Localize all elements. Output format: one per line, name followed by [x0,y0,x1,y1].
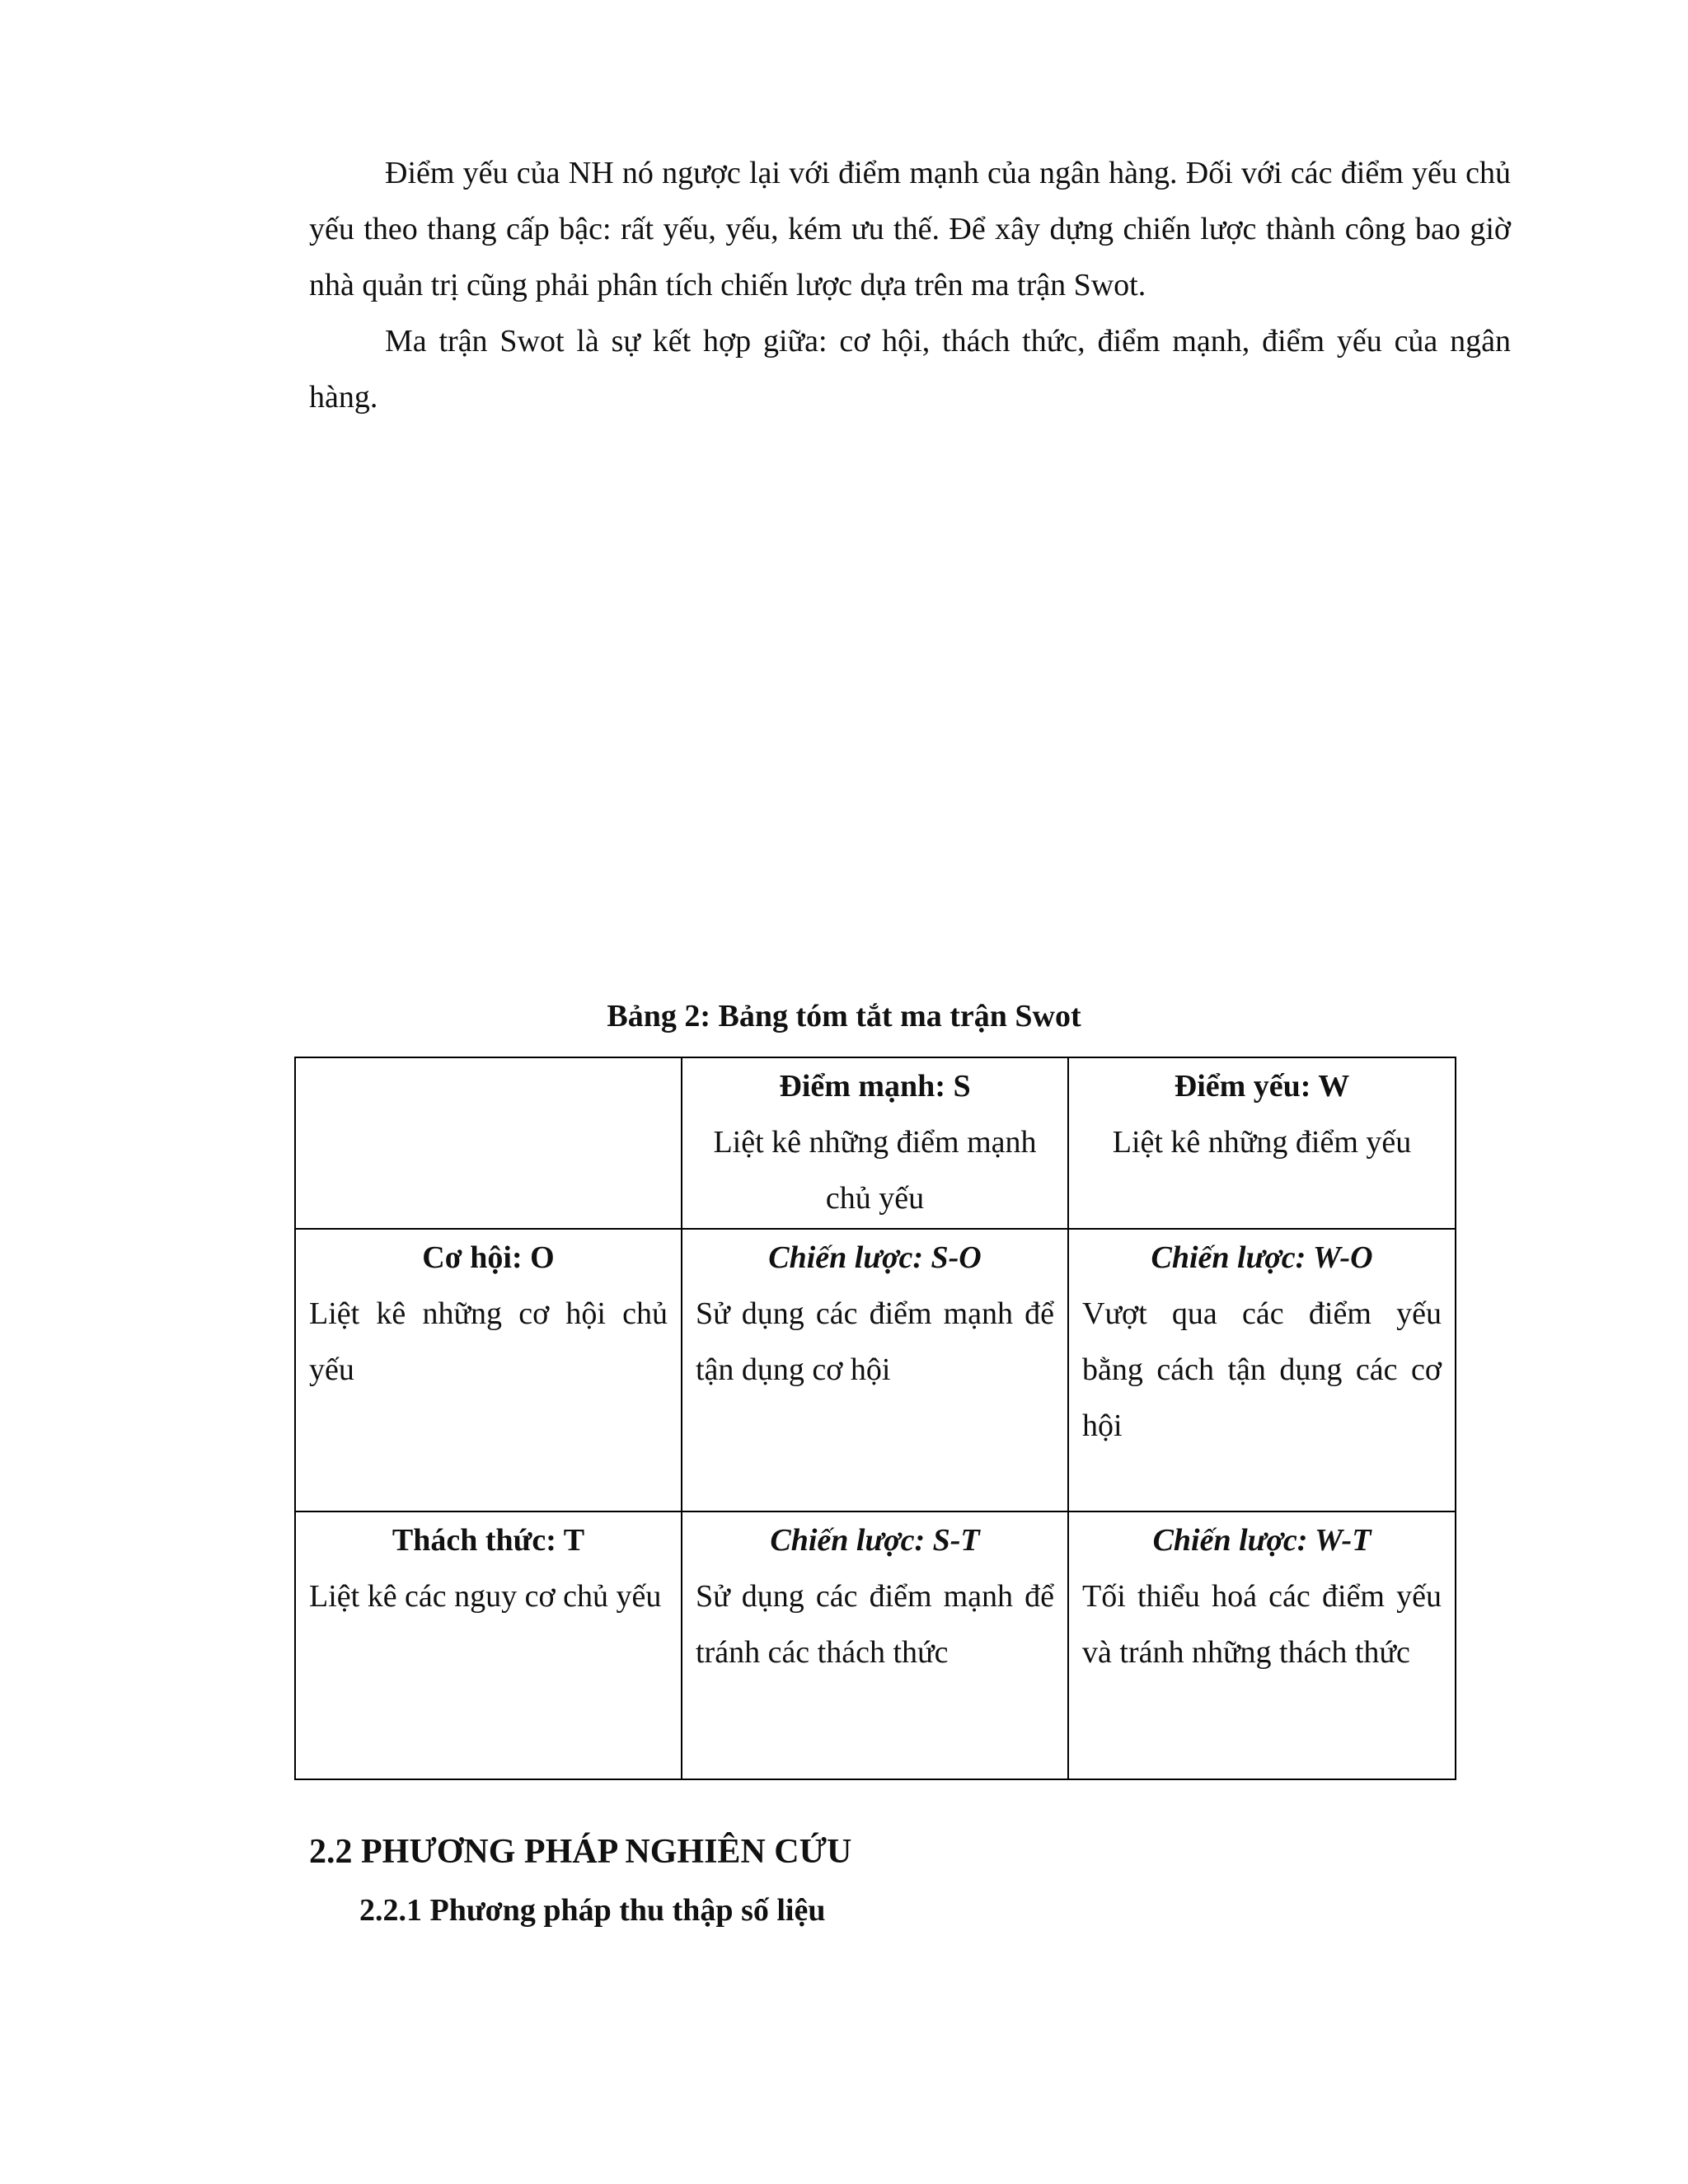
table-row [295,1057,1456,1229]
st-strategy-desc: Sử dụng các điểm mạnh để tránh các thách thức [696,1579,1054,1670]
table-cell-wo-strategy [1068,1229,1456,1511]
table-cell-opportunities [295,1229,682,1511]
table-caption: Bảng 2: Bảng tóm tắt ma trận Swot [607,999,1081,1033]
threats-desc: Liệt kê các nguy cơ chủ yếu [309,1579,662,1614]
opportunities-desc: Liệt kê những cơ hội chủ yếu [309,1296,668,1387]
paragraph-weaknesses: Điểm yếu của NH nó ngược lại với điểm mạnh của ngân hàng. Đối với các điểm yếu chủ yếu theo thang cấp bậc: rất yếu, yếu, kém ưu thế. Để xây dựng chiến lược thành công bao giờ nhà quản trị cũng phải phân tích chiến lược dựa trên ma trận Swot. [309,156,1511,302]
wt-strategy-desc: Tối thiểu hoá các điểm yếu và tránh những thách thức [1082,1579,1442,1670]
swot-table [294,1057,1456,1780]
wo-strategy-desc: Vượt qua các điểm yếu bằng cách tận dụng các cơ hội [1082,1296,1442,1443]
table-cell-so-strategy [682,1229,1068,1511]
table-row [295,1511,1456,1779]
weaknesses-desc: Liệt kê những điểm yếu [1112,1125,1412,1160]
st-strategy-title: Chiến lược: S-T [770,1523,980,1558]
wt-strategy-title: Chiến lược: W-T [1152,1523,1372,1558]
wo-strategy-title: Chiến lược: W-O [1151,1240,1373,1275]
threats-title: Thách thức: T [392,1523,585,1558]
opportunities-title: Cơ hội: O [422,1240,555,1275]
paragraph-swot-definition: Ma trận Swot là sự kết hợp giữa: cơ hội, thách thức, điểm mạnh, điểm yếu của ngân hàng. [309,324,1511,415]
weaknesses-title: Điểm yếu: W [1174,1069,1350,1104]
table-cell-strengths [682,1057,1068,1229]
table-cell-empty [295,1057,682,1229]
table-cell-wt-strategy [1068,1511,1456,1779]
table-row [295,1229,1456,1511]
so-strategy-title: Chiến lược: S-O [768,1240,982,1275]
strengths-title: Điểm mạnh: S [779,1069,971,1104]
table-cell-st-strategy [682,1511,1068,1779]
strengths-desc: Liệt kê những điểm mạnh chủ yếu [713,1125,1037,1216]
so-strategy-desc: Sử dụng các điểm mạnh để tận dụng cơ hội [696,1296,1054,1387]
table-cell-weaknesses [1068,1057,1456,1229]
section-heading: 2.2 PHƯƠNG PHÁP NGHIÊN CỨU [309,1833,852,1871]
table-cell-threats [295,1511,682,1779]
subsection-heading: 2.2.1 Phương pháp thu thập số liệu [359,1893,826,1928]
